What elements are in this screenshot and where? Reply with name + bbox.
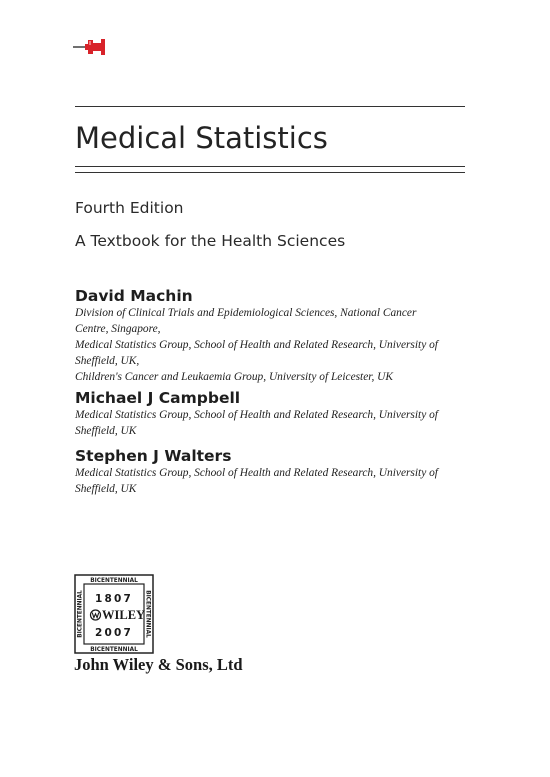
- pushpin-icon[interactable]: [72, 37, 106, 57]
- affiliation-line: Medical Statistics Group, School of Health and Related Research, University of: [75, 409, 438, 421]
- author-name-machin: David Machin: [75, 287, 193, 305]
- affiliation-line: Medical Statistics Group, School of Health and Related Research, University of: [75, 467, 438, 479]
- affiliation-line: Sheffield, UK: [75, 483, 137, 495]
- author-affiliation-walters: [75, 465, 467, 497]
- logo-year-end: 2007: [94, 627, 134, 639]
- affiliation-line: Division of Clinical Trials and Epidemiological Sciences, National Cancer: [75, 307, 417, 319]
- logo-ring-left: BICENTENNIAL: [77, 590, 84, 638]
- book-title: Medical Statistics: [75, 121, 328, 155]
- affiliation-line: Children's Cancer and Leukaemia Group, University of Leicester, UK: [75, 371, 393, 383]
- author-name-walters: Stephen J Walters: [75, 447, 232, 465]
- author-affiliation-campbell: [75, 407, 467, 439]
- wiley-bicentennial-logo: [74, 574, 154, 654]
- logo-year-start: 1807: [94, 593, 134, 605]
- title-rule-lower: [75, 172, 465, 173]
- logo-ring-right: BICENTENNIAL: [144, 590, 151, 638]
- book-subtitle: A Textbook for the Health Sciences: [75, 232, 346, 250]
- title-rule-upper: [75, 166, 465, 167]
- author-affiliation-machin: [75, 305, 467, 385]
- affiliation-line: Sheffield, UK: [75, 425, 137, 437]
- logo-brand: WILEY: [102, 608, 146, 622]
- affiliation-line: Centre, Singapore,: [75, 323, 161, 335]
- publisher-name: John Wiley & Sons, Ltd: [74, 655, 243, 674]
- logo-ring-top: BICENTENNIAL: [90, 578, 138, 584]
- author-name-campbell: Michael J Campbell: [75, 389, 241, 407]
- affiliation-line: Sheffield, UK,: [75, 355, 140, 367]
- logo-ring-bottom: BICENTENNIAL: [90, 647, 138, 653]
- book-edition: Fourth Edition: [75, 199, 184, 217]
- top-rule: [75, 106, 465, 107]
- affiliation-line: Medical Statistics Group, School of Health and Related Research, University of: [75, 339, 438, 351]
